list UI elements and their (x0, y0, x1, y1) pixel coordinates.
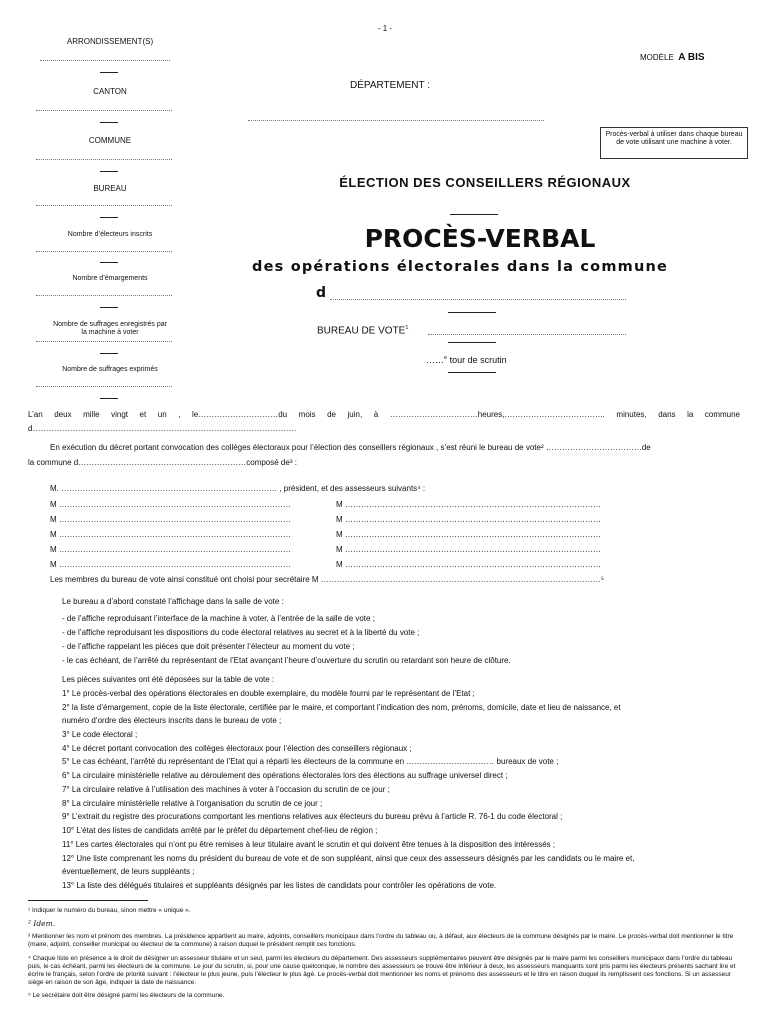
display-item: - le cas échéant, de l’arrêté du représentant de l’Etat avançant l’heure d’ouverture du scrutin ou retardant son heure de clôture. (62, 656, 511, 665)
display-item: - de l’affiche rappelant les pièces que doit présenter l’électeur au moment du vote ; (62, 642, 355, 651)
model-label (640, 47, 705, 65)
emargements-field[interactable] (36, 295, 172, 296)
pv-subtitle: des opérations électorales dans la commune (252, 259, 669, 275)
president-line: M. ……………………………………………………………………… , président, et des assesseurs suivants⁴ : (50, 484, 426, 493)
inscrits-field[interactable] (36, 251, 172, 252)
footnote-2: ² Idem. (28, 919, 56, 928)
display-item: - de l’affiche reproduisant l’interface de la machine à voter, à l’entrée de la salle de vote ; (62, 614, 375, 623)
bureau-de-vote-label (317, 325, 408, 336)
piece-item: éventuellement, de leurs suppléants ; (62, 867, 195, 876)
separator (450, 214, 498, 215)
separator (100, 398, 118, 399)
bureau-de-vote-field[interactable] (428, 334, 626, 335)
separator (100, 262, 118, 263)
assessor-field[interactable]: M …………………………………………………………………………………… (336, 560, 601, 569)
assessor-field[interactable]: M …………………………………………………………………………… (50, 545, 291, 554)
opening-line-1: L’an deux mille vingt et un , le…………………………du mois de juin, à ……………………………heures,……………………………….. minutes, dans la commune (28, 410, 740, 419)
piece-item: 2° la liste d’émargement, copie de la liste électorale, certifiée par le maire, et comportant l’indication des nom, prénoms, domicile, date et lieu de naissance, et (62, 703, 621, 712)
assessor-field[interactable]: M …………………………………………………………………………………… (336, 515, 601, 524)
separator (100, 353, 118, 354)
usage-note-box: Procès-verbal à utiliser dans chaque bureau de vote utilisant une machine à voter. (600, 127, 748, 159)
bureau-de-vote-text: BUREAU DE VOTE (317, 325, 406, 337)
separator (100, 307, 118, 308)
departement-label: DÉPARTEMENT : (350, 80, 431, 91)
separator (448, 372, 496, 373)
display-intro: Le bureau a d’abord constaté l’affichage dans la salle de vote : (62, 597, 284, 606)
piece-item: 8° La circulaire ministérielle relative à l’organisation du scrutin de ce jour ; (62, 799, 323, 808)
footnote-5: ⁵ Le secrétaire doit être désigné parmi les électeurs de la commune. (28, 992, 225, 999)
tour-suffix: e (444, 355, 448, 361)
suffrages-exprimes-field[interactable] (36, 386, 172, 387)
separator (448, 312, 496, 313)
opening-line-2: d……………………………………………………………………………………… (28, 424, 297, 433)
decree-line-1: En exécution du décret portant convocation des collèges électoraux pour l’élection des conseillers régionaux , s’est réuni le bureau de vote² ………………………………de (50, 443, 651, 452)
piece-item: 6° La circulaire ministérielle relative au déroulement des opérations électorales lors des élections au suffrage universel direct ; (62, 771, 508, 780)
assessor-field[interactable]: M …………………………………………………………………………………… (336, 530, 601, 539)
page-number: - 1 - (377, 24, 393, 33)
separator (100, 171, 118, 172)
emargements-label: Nombre d’émargements (72, 275, 148, 282)
bureau-field[interactable] (36, 205, 172, 206)
footnote-1: ¹ Indiquer le numéro du bureau, sinon mettre « unique ». (28, 907, 191, 914)
pieces-intro: Les pièces suivantes ont été déposées sur la table de vote : (62, 675, 275, 684)
arrondissement-label: ARRONDISSEMENT(S) (66, 37, 154, 46)
separator (448, 342, 496, 343)
piece-item: 11° Les cartes électorales qui n’ont pu être remises à leur titulaire avant le scrutin et qui doivent être tenues à la disposition des intéressés ; (62, 840, 556, 849)
arrondissement-field[interactable] (40, 60, 170, 61)
separator (100, 217, 118, 218)
piece-item: 5° Le cas échéant, l’arrêté du représentant de l’Etat qui a réparti les électeurs de la commune en …………………………… bureaux de vote ; (62, 757, 559, 766)
assessor-field[interactable]: M …………………………………………………………………………………… (336, 500, 601, 509)
piece-item: 7° La circulaire relative à l’utilisation des machines à voter à l’occasion du scrutin de ce jour ; (62, 785, 390, 794)
tour-text: tour de scrutin (449, 355, 507, 365)
model-prefix: MODÈLE (640, 53, 674, 62)
tour-number-field[interactable]: …… (426, 355, 444, 365)
assessor-field[interactable]: M …………………………………………………………………………… (50, 530, 291, 539)
inscrits-label: Nombre d’électeurs inscrits (67, 231, 153, 238)
piece-item: 3° Le code électoral ; (62, 730, 138, 739)
commune-name-field[interactable] (330, 299, 626, 300)
assessor-field[interactable]: M …………………………………………………………………………… (50, 515, 291, 524)
departement-field[interactable] (248, 120, 544, 121)
piece-item: 4° Le décret portant convocation des collèges électoraux pour l’élection des conseillers régionaux ; (62, 744, 412, 753)
footnote-separator (28, 900, 148, 901)
piece-item: 1° Le procès-verbal des opérations électorales en double exemplaire, du modèle fourni par le représentant de l’Etat ; (62, 689, 475, 698)
commune-label: COMMUNE (88, 136, 132, 145)
assessor-field[interactable]: M …………………………………………………………………………… (50, 500, 291, 509)
display-item: - de l’affiche reproduisant les dispositions du code électoral relatives au secret et à la liberté du vote ; (62, 628, 420, 637)
suffrages-exprimes-label: Nombre de suffrages exprimés (62, 366, 158, 373)
bureau-label: BUREAU (93, 184, 127, 193)
suffrages-enregistres-label: Nombre de suffrages enregistrés par la machine à voter (53, 321, 167, 336)
piece-item: 10° L’état des listes de candidats arrêté par le préfet du département chef-lieu de région ; (62, 826, 378, 835)
canton-field[interactable] (36, 110, 172, 111)
model-code: A BIS (678, 52, 705, 63)
decree-line-2: la commune d………………………………………………………composé de³ : (28, 458, 297, 467)
pv-title: PROCÈS-VERBAL (364, 224, 596, 253)
piece-item: 12° Une liste comprenant les noms du président du bureau de vote et de son suppléant, ainsi que ceux des assesseurs désignés par les candidats ou le maire et, (62, 854, 635, 863)
assessor-field[interactable]: M …………………………………………………………………………………… (336, 545, 601, 554)
secretary-line: Les membres du bureau de vote ainsi constitué ont choisi pour secrétaire M ……………………………………………………………………………………………⁵ (50, 575, 605, 584)
piece-item: 9° L’extrait du registre des procurations comportant les mentions relatives aux électeurs du bureau prévu à l’article R. 76-1 du code électoral ; (62, 812, 563, 821)
canton-label: CANTON (93, 87, 127, 96)
separator (100, 72, 118, 73)
footnote-3: ³ Mentionner les nom et prénom des membres. La présidence appartient au maire, adjoints, conseillers municipaux dans l’ordre du tableau ou, à défaut, aux électeurs de la commune désignés par le maire. Le procès-verbal doit mentionner le titre (maire, adjoint, conseiller municipal ou électeur de la commune) à raison duquel le président remplit ces fonctions. (28, 933, 734, 948)
suffrages-enregistres-field[interactable] (36, 341, 172, 342)
commune-d-label: d (316, 285, 327, 301)
election-title: ÉLECTION DES CONSEILLERS RÉGIONAUX (339, 175, 631, 190)
piece-item: 13° La liste des délégués titulaires et suppléants désignés par les listes de candidats pour contrôler les opérations de vote. (62, 881, 497, 890)
commune-field[interactable] (36, 159, 172, 160)
footnote-ref-1: 1 (405, 325, 409, 331)
separator (100, 122, 118, 123)
piece-item: numéro d’ordre des électeurs inscrits dans le bureau de vote ; (62, 716, 282, 725)
footnote-4: ⁴ Chaque liste en présence a le droit de désigner un assesseur titulaire et un seul, parmi les électeurs du département. Des assesseurs supplémentaires peuvent être désignés par le maire parmi les conseillers municipaux dans l’ordre du tableau puis, le cas échéant, parmi les électeurs de la commune. Le jour du scrutin, si, pour une cause quelconque, le nombre des assesseurs se trouve être inférieur à deux, les assesseurs manquants sont pris parmi les électeurs présents sachant lire et écrire le français, selon l’ordre de priorité suivant : l’électeur le plus jeune, puis l’électeur le plus âgé. Le procès-verbal doit mentionner les noms et prénoms des assesseurs et le titre en raison duquel ils remplissent ces fonctions. Si un assesseur siège en raison de son âge, indiquer la date de naissance. (28, 955, 736, 986)
assessor-field[interactable]: M …………………………………………………………………………… (50, 560, 291, 569)
tour-de-scrutin (426, 355, 507, 365)
